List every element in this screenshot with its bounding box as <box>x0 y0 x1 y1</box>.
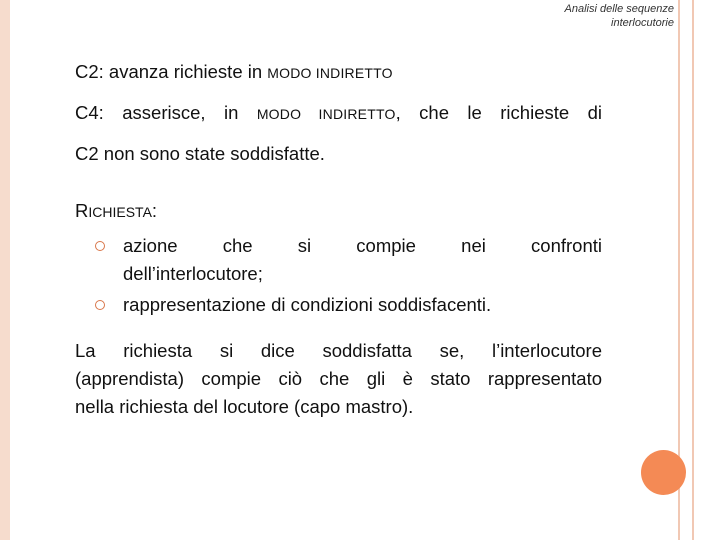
c2-prefix: C2: avanza richieste in <box>75 61 268 82</box>
c4-suffix: , che le richieste di <box>395 102 603 123</box>
circle-bullet-icon <box>95 300 105 310</box>
header-line-2: interlocutorie <box>611 17 674 29</box>
c2-line <box>75 56 602 89</box>
bullet-1-line-1: azione che si compie nei confronti <box>123 235 602 256</box>
slide-content <box>75 56 602 421</box>
c4-line-1 <box>75 97 602 130</box>
richiesta-colon: : <box>151 200 158 221</box>
richiesta-rest: ICHIESTA <box>88 204 152 220</box>
list-item <box>123 291 602 319</box>
definition-list <box>75 232 602 319</box>
paragraph-line-3: nella richiesta del locutore (capo mastro). <box>75 396 414 417</box>
richiesta-heading <box>75 195 602 228</box>
richiesta-initial: R <box>75 200 89 221</box>
header-line-1: Analisi delle sequenze <box>564 3 674 15</box>
c2-mode: MODO INDIRETTO <box>267 65 393 81</box>
definition-paragraph <box>75 337 602 421</box>
bullet-2-line-1: rappresentazione di condizioni soddisfacenti. <box>123 294 492 315</box>
c4-prefix: C4: asserisce, in <box>75 102 257 123</box>
circle-bullet-icon <box>95 241 105 251</box>
paragraph-line-1: La richiesta si dice soddisfatta se, l’interlocutore <box>75 340 602 361</box>
c4-line-2: C2 non sono state soddisfatte. <box>75 143 325 164</box>
bullet-1-line-2: dell’interlocutore; <box>123 263 263 284</box>
c4-mode: MODO INDIRETTO <box>256 106 396 122</box>
paragraph-line-2: (apprendista) compie ciò che gli è stato rappresentato <box>75 368 602 389</box>
decorative-circle <box>641 450 686 495</box>
slide-header <box>474 2 674 30</box>
list-item <box>123 232 602 288</box>
